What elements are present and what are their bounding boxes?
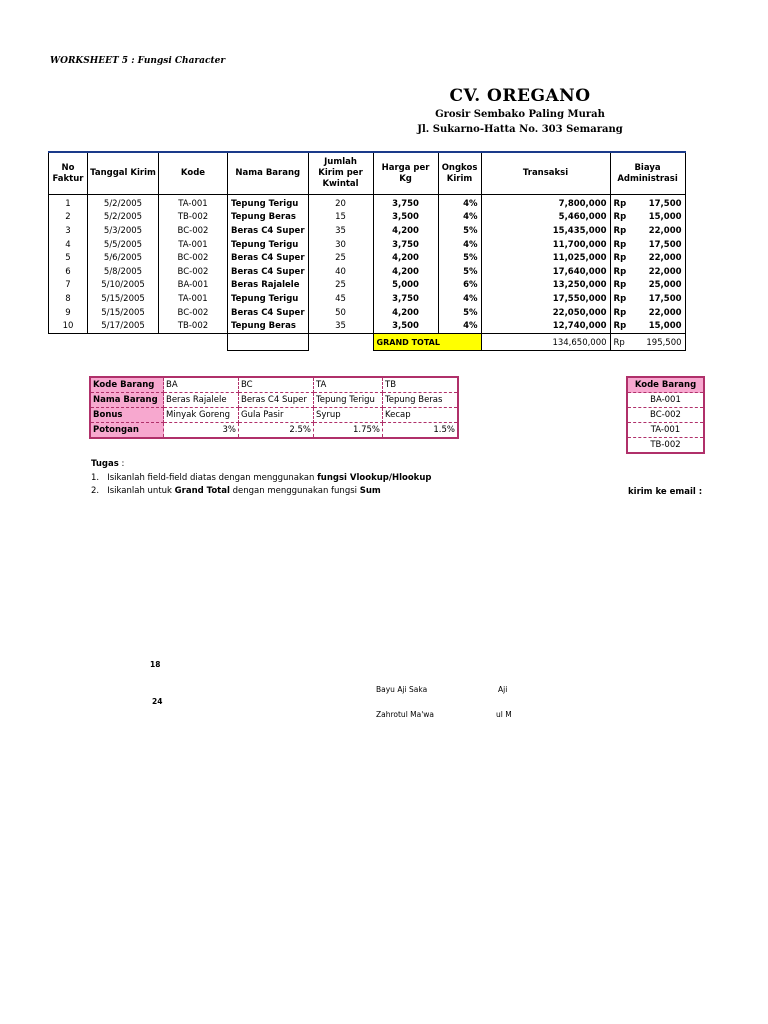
rp-cell[interactable]: Rp <box>610 306 634 320</box>
grand-total-rp: Rp <box>610 333 634 350</box>
harga-cell[interactable]: 4,200 <box>373 265 438 279</box>
kode-cell[interactable]: BC-002 <box>159 224 228 238</box>
ongkos-kirim-cell[interactable]: 6% <box>438 279 481 293</box>
lookup-cell[interactable]: 2.5% <box>239 423 314 439</box>
lookup-cell[interactable]: 1.5% <box>383 423 459 439</box>
lookup-row-label: Bonus <box>90 408 164 423</box>
jumlah-kirim-cell[interactable]: 25 <box>308 251 373 265</box>
code-cell[interactable]: BC-002 <box>627 408 704 423</box>
transaction-table <box>48 151 686 351</box>
name-aji: Aji <box>498 685 508 694</box>
email-label: kirim ke email : <box>628 487 703 497</box>
ongkos-kirim-cell[interactable]: 5% <box>438 265 481 279</box>
tanggal-cell[interactable]: 5/2/2005 <box>88 211 159 225</box>
no-faktur-cell[interactable]: 10 <box>49 319 88 333</box>
header-tanggal-kirim: Tanggal Kirim <box>88 152 159 195</box>
nama-barang-cell[interactable]: Beras C4 Super <box>228 251 309 265</box>
lookup-cell[interactable]: Kecap <box>383 408 459 423</box>
table-row <box>49 265 686 279</box>
jumlah-kirim-cell[interactable]: 45 <box>308 292 373 306</box>
transaksi-cell[interactable]: 17,640,000 <box>481 265 610 279</box>
kode-cell[interactable]: BC-002 <box>159 251 228 265</box>
company-tagline: Grosir Sembako Paling Murah <box>435 109 605 120</box>
jumlah-kirim-cell[interactable]: 15 <box>308 211 373 225</box>
lookup-cell[interactable]: Beras C4 Super <box>239 393 314 408</box>
lookup-row-label: Potongan <box>90 423 164 439</box>
grand-total-nama-cell[interactable] <box>228 333 309 350</box>
lookup-cell[interactable]: Minyak Goreng <box>164 408 239 423</box>
name-zahrotul: Zahrotul Ma'wa <box>376 710 435 719</box>
lookup-cell[interactable]: Tepung Terigu <box>314 393 383 408</box>
no-faktur-cell[interactable]: 2 <box>49 211 88 225</box>
no-faktur-cell[interactable]: 7 <box>49 279 88 293</box>
biaya-cell[interactable]: 17,500 <box>634 195 685 211</box>
lookup-table <box>89 376 459 439</box>
jumlah-kirim-cell[interactable]: 30 <box>308 238 373 252</box>
nama-barang-cell[interactable]: Beras C4 Super <box>228 265 309 279</box>
tasks-section: Tugas : 1. Isikanlah field-field diatas dengan menggunakan fungsi Vlookup/Hlookup 2. Isikanlah untuk Grand Total dengan menggunakan fungsi Sum <box>91 459 432 496</box>
jumlah-kirim-cell[interactable]: 50 <box>308 306 373 320</box>
task-2-text: 2. Isikanlah untuk <box>91 486 175 496</box>
biaya-cell[interactable]: 17,500 <box>634 292 685 306</box>
lookup-cell[interactable]: 1.75% <box>314 423 383 439</box>
harga-cell[interactable]: 4,200 <box>373 224 438 238</box>
ongkos-kirim-cell[interactable]: 5% <box>438 306 481 320</box>
biaya-cell[interactable]: 22,000 <box>634 265 685 279</box>
header-biaya-administrasi: Biaya Administrasi <box>610 152 685 195</box>
rp-cell[interactable]: Rp <box>610 195 634 211</box>
kode-cell[interactable]: TA-001 <box>159 292 228 306</box>
no-faktur-cell[interactable]: 5 <box>49 251 88 265</box>
harga-cell[interactable]: 3,750 <box>373 238 438 252</box>
rp-cell[interactable]: Rp <box>610 265 634 279</box>
ongkos-kirim-cell[interactable]: 5% <box>438 224 481 238</box>
company-address: Jl. Sukarno-Hatta No. 303 Semarang <box>417 124 623 135</box>
transaksi-cell[interactable]: 15,435,000 <box>481 224 610 238</box>
lookup-row <box>90 408 458 423</box>
name-ulm: ul M <box>496 710 512 719</box>
no-faktur-cell[interactable]: 6 <box>49 265 88 279</box>
lookup-row-label: Nama Barang <box>90 393 164 408</box>
header-no-faktur: No Faktur <box>49 152 88 195</box>
table-row <box>49 279 686 293</box>
nama-barang-cell[interactable]: Tepung Terigu <box>228 238 309 252</box>
transaksi-cell[interactable]: 5,460,000 <box>481 211 610 225</box>
lookup-cell[interactable]: Syrup <box>314 408 383 423</box>
kode-cell[interactable]: TB-002 <box>159 319 228 333</box>
task-2-bold-sum: Sum <box>359 486 381 496</box>
nama-barang-cell[interactable]: Tepung Terigu <box>228 292 309 306</box>
harga-cell[interactable]: 4,200 <box>373 251 438 265</box>
harga-cell[interactable]: 3,750 <box>373 195 438 211</box>
nama-barang-cell[interactable]: Beras C4 Super <box>228 224 309 238</box>
task-item-2 <box>91 486 431 496</box>
transaksi-cell[interactable]: 11,025,000 <box>481 251 610 265</box>
code-table <box>626 376 705 454</box>
task-1-bold: fungsi Vlookup/Hlookup <box>317 473 432 483</box>
lookup-cell[interactable]: BC <box>239 377 314 393</box>
number-24: 24 <box>152 697 163 706</box>
lookup-row <box>90 393 458 408</box>
task-2-bold-grand-total: Grand Total <box>174 486 230 496</box>
no-faktur-cell[interactable]: 4 <box>49 238 88 252</box>
tanggal-cell[interactable]: 5/3/2005 <box>88 224 159 238</box>
table-row <box>49 238 686 252</box>
tanggal-cell[interactable]: 5/15/2005 <box>88 306 159 320</box>
header-jumlah-kirim: Jumlah Kirim per Kwintal <box>308 152 373 195</box>
tanggal-cell[interactable]: 5/5/2005 <box>88 238 159 252</box>
code-cell[interactable]: TB-002 <box>627 438 704 454</box>
tanggal-cell[interactable]: 5/10/2005 <box>88 279 159 293</box>
ongkos-kirim-cell[interactable]: 5% <box>438 251 481 265</box>
nama-barang-cell[interactable]: Beras Rajalele <box>228 279 309 293</box>
kode-cell[interactable]: TA-001 <box>159 238 228 252</box>
biaya-cell[interactable]: 22,000 <box>634 306 685 320</box>
task-item-1 <box>91 473 431 483</box>
tasks-title: Tugas <box>91 459 119 469</box>
lookup-cell[interactable]: Beras Rajalele <box>164 393 239 408</box>
transaksi-cell[interactable]: 13,250,000 <box>481 279 610 293</box>
rp-cell[interactable]: Rp <box>610 292 634 306</box>
ongkos-kirim-cell[interactable]: 4% <box>438 238 481 252</box>
biaya-cell[interactable]: 15,000 <box>634 211 685 225</box>
grand-total-biaya[interactable]: 195,500 <box>634 333 685 350</box>
worksheet-title: WORKSHEET 5 : Fungsi Character <box>50 56 226 66</box>
lookup-row <box>90 377 458 393</box>
biaya-cell[interactable]: 22,000 <box>634 251 685 265</box>
header-kode: Kode <box>159 152 228 195</box>
table-row <box>49 251 686 265</box>
no-faktur-cell[interactable]: 3 <box>49 224 88 238</box>
tanggal-cell[interactable]: 5/6/2005 <box>88 251 159 265</box>
harga-cell[interactable]: 3,500 <box>373 211 438 225</box>
header-ongkos-kirim: Ongkos Kirim <box>438 152 481 195</box>
kode-cell[interactable]: TA-001 <box>159 195 228 211</box>
nama-barang-cell[interactable]: Tepung Terigu <box>228 195 309 211</box>
nama-barang-cell[interactable]: Tepung Beras <box>228 319 309 333</box>
table-row <box>49 292 686 306</box>
rp-cell[interactable]: Rp <box>610 224 634 238</box>
task-1-text: 1. Isikanlah field-field diatas dengan menggunakan <box>91 473 318 483</box>
jumlah-kirim-cell[interactable]: 40 <box>308 265 373 279</box>
tanggal-cell[interactable]: 5/15/2005 <box>88 292 159 306</box>
rp-cell[interactable]: Rp <box>610 238 634 252</box>
transaksi-cell[interactable]: 17,550,000 <box>481 292 610 306</box>
grand-total-transaksi[interactable]: 134,650,000 <box>481 333 610 350</box>
company-name: CV. OREGANO <box>449 86 591 106</box>
transaksi-cell[interactable]: 11,700,000 <box>481 238 610 252</box>
ongkos-kirim-cell[interactable]: 4% <box>438 292 481 306</box>
lookup-cell[interactable]: TA <box>314 377 383 393</box>
header-nama-barang: Nama Barang <box>228 152 309 195</box>
table-row <box>49 224 686 238</box>
header-transaksi: Transaksi <box>481 152 610 195</box>
grand-total-row <box>49 333 686 350</box>
harga-cell[interactable]: 4,200 <box>373 306 438 320</box>
lookup-cell[interactable]: TB <box>383 377 459 393</box>
biaya-cell[interactable]: 15,000 <box>634 319 685 333</box>
biaya-cell[interactable]: 22,000 <box>634 224 685 238</box>
code-cell[interactable]: TA-001 <box>627 423 704 438</box>
harga-cell[interactable]: 3,500 <box>373 319 438 333</box>
no-faktur-cell[interactable]: 1 <box>49 195 88 211</box>
jumlah-kirim-cell[interactable]: 35 <box>308 319 373 333</box>
transaksi-cell[interactable]: 22,050,000 <box>481 306 610 320</box>
no-faktur-cell[interactable]: 9 <box>49 306 88 320</box>
kode-cell[interactable]: BC-002 <box>159 265 228 279</box>
rp-cell[interactable]: Rp <box>610 251 634 265</box>
table-row <box>49 211 686 225</box>
nama-barang-cell[interactable]: Tepung Beras <box>228 211 309 225</box>
jumlah-kirim-cell[interactable]: 35 <box>308 224 373 238</box>
lookup-row-label: Kode Barang <box>90 377 164 393</box>
jumlah-kirim-cell[interactable]: 20 <box>308 195 373 211</box>
kode-cell[interactable]: TB-002 <box>159 211 228 225</box>
harga-cell[interactable]: 3,750 <box>373 292 438 306</box>
ongkos-kirim-cell[interactable]: 4% <box>438 195 481 211</box>
lookup-cell[interactable]: 3% <box>164 423 239 439</box>
lookup-cell[interactable]: BA <box>164 377 239 393</box>
ongkos-kirim-cell[interactable]: 4% <box>438 319 481 333</box>
task-2-text-mid: dengan menggunakan fungsi <box>229 486 360 496</box>
tanggal-cell[interactable]: 5/17/2005 <box>88 319 159 333</box>
lookup-cell[interactable]: Gula Pasir <box>239 408 314 423</box>
harga-cell[interactable]: 5,000 <box>373 279 438 293</box>
lookup-row <box>90 423 458 439</box>
header-harga-per-kg: Harga per Kg <box>373 152 438 195</box>
table-row <box>49 319 686 333</box>
name-bayu: Bayu Aji Saka <box>376 685 428 694</box>
number-18: 18 <box>150 660 161 669</box>
table-row <box>49 306 686 320</box>
biaya-cell[interactable]: 17,500 <box>634 238 685 252</box>
code-table-header: Kode Barang <box>627 377 704 393</box>
tanggal-cell[interactable]: 5/8/2005 <box>88 265 159 279</box>
nama-barang-cell[interactable]: Beras C4 Super <box>228 306 309 320</box>
kode-cell[interactable]: BA-001 <box>159 279 228 293</box>
jumlah-kirim-cell[interactable]: 25 <box>308 279 373 293</box>
kode-cell[interactable]: BC-002 <box>159 306 228 320</box>
code-cell[interactable]: BA-001 <box>627 393 704 408</box>
transaksi-cell[interactable]: 12,740,000 <box>481 319 610 333</box>
rp-cell[interactable]: Rp <box>610 319 634 333</box>
grand-total-label: GRAND TOTAL <box>373 333 481 350</box>
biaya-cell[interactable]: 25,000 <box>634 279 685 293</box>
rp-cell[interactable]: Rp <box>610 279 634 293</box>
transaksi-cell[interactable]: 7,800,000 <box>481 195 610 211</box>
table-row <box>49 195 686 211</box>
tanggal-cell[interactable]: 5/2/2005 <box>88 195 159 211</box>
lookup-cell[interactable]: Tepung Beras <box>383 393 459 408</box>
rp-cell[interactable]: Rp <box>610 211 634 225</box>
ongkos-kirim-cell[interactable]: 4% <box>438 211 481 225</box>
no-faktur-cell[interactable]: 8 <box>49 292 88 306</box>
